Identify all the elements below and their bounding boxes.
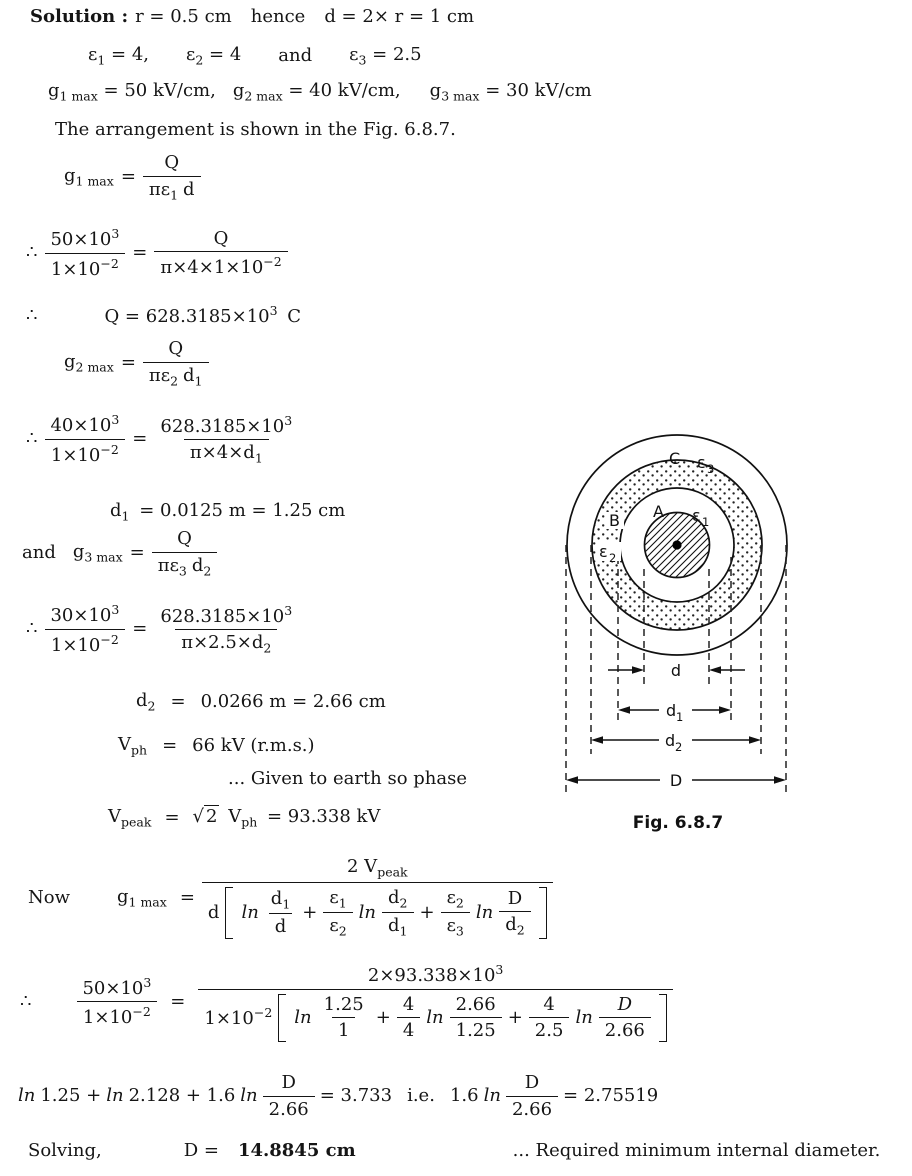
fraction-q-over-pe2d1: $\frac{Q}{\pi\varepsilon_2 d_1}$ [143, 338, 209, 388]
equals-sign: = [164, 807, 180, 828]
ln-symbol: ln [358, 901, 377, 923]
equals-sign: = [170, 691, 186, 712]
equals-sign: = [170, 991, 186, 1013]
result-note: ... Required minimum internal diameter. [512, 1140, 881, 1161]
solution-label: Solution : [30, 6, 129, 27]
equals-sign: = [120, 352, 136, 374]
frac-125-over-1: $\frac{1.25}{1}$ [323, 993, 364, 1042]
final-diameter-value: 14.8845 cm [237, 1140, 356, 1161]
eq-g1max-definition [64, 152, 201, 202]
lhs-fraction: $\frac{40\times 10^3}{1\times 10^{-2}}$ [44, 412, 125, 466]
vpeak-line [108, 806, 380, 830]
dimension-d1 [618, 701, 731, 724]
therefore-sign: ∴ [26, 618, 38, 640]
rhs-fraction: $\frac{628.3185\times 10^3}{\pi\times 4\times d_1}$ [160, 412, 293, 466]
label-eps3: ε [697, 453, 706, 472]
ln-symbol: ln [240, 1085, 258, 1107]
frac-4-over-25: $\frac{4}{2.5}$ [529, 994, 570, 1042]
label-d2-sub: 2 [675, 740, 683, 754]
solving-word: Solving, [28, 1140, 102, 1161]
figure-caption: Fig. 6.8.7 [632, 813, 724, 833]
permittivity-line [88, 44, 422, 68]
equals-sign: = [129, 542, 145, 564]
frac-d1-over-d: $\frac{d_1}{d}$ [265, 888, 296, 938]
cable-cross-section-figure [556, 424, 906, 860]
D-equals: D = [183, 1140, 219, 1161]
lhs-fraction: $\frac{50\times 10^3}{1\times 10^{-2}}$ [76, 975, 157, 1029]
label-d1: d [666, 701, 677, 720]
ln-symbol: ln [475, 901, 494, 923]
fraction-q-over-pe3d2: $\frac{Q}{\pi\varepsilon_3 d_2}$ [152, 528, 218, 578]
result: = 3.733 [319, 1085, 393, 1107]
label-d2: d [665, 731, 676, 750]
frac-e1-over-e2: $\frac{\varepsilon_1}{\varepsilon_2}$ [323, 887, 352, 939]
charge-value: $Q = 628.3185\times 10^3$ C [104, 303, 302, 327]
label-eps2: ε [599, 542, 608, 561]
scale-factor: $1\times 10^{-2}$ [204, 1005, 273, 1030]
d1-value: $d_1 = 0.0125$ m = 1.25 cm [110, 500, 346, 524]
ln-symbol: ln [241, 901, 259, 923]
d2-value: 0.0266 m = 2.66 cm [200, 691, 386, 712]
ln-symbol: ln [18, 1085, 36, 1107]
g3max-symbol: $g_{3 max}$ [72, 541, 123, 565]
eq-g3max-definition [22, 528, 217, 578]
arrowhead-left-icon [709, 666, 721, 674]
frac-D-over-d2: $\frac{D}{d_2}$ [499, 888, 530, 938]
label-C: C [669, 449, 681, 468]
equals-sign: = [120, 166, 136, 188]
dimension-d2 [591, 731, 761, 754]
label-eps2-sub: 2 [609, 551, 617, 565]
rhs-fraction: $\frac{Q}{\pi\times 4\times 1\times 10^{-2}}$ [154, 228, 287, 279]
eq-g2max-substitution [26, 412, 298, 466]
lhs-fraction: $\frac{30\times 10^3}{1\times 10^{-2}}$ [44, 602, 125, 656]
vph-value: 66 kV (r.m.s.) [192, 735, 315, 756]
ln-symbol: ln [294, 1006, 312, 1028]
label-d: d [670, 661, 682, 680]
d2-result-line [136, 690, 386, 714]
plus-sign: + [419, 901, 435, 923]
plus-sign: + [507, 1006, 523, 1028]
arrowhead-right-icon [719, 706, 731, 714]
gradient-values-line [48, 80, 592, 104]
left-bracket [278, 994, 286, 1042]
sqrt2-vph-term: √ 2 $V_{ph} = 93.338$ kV [192, 806, 381, 830]
solution-header-line [30, 6, 474, 28]
therefore-sign: ∴ [26, 242, 38, 264]
grading-fraction: 2 $V_{peak}$ d ln $\frac{d_1}{d}$ + $\frac{\varepsilon_1}{\varepsilon_2}$ ln $\frac{d_2}{d_1}$ + $\frac{\varepsilon_2}{\varepsilon_3}$ ln $\frac{D}{d_2}$ [202, 856, 553, 939]
now-word: Now [28, 886, 70, 908]
d-factor: d [207, 901, 220, 923]
final-result-line [28, 1140, 880, 1162]
equals-sign: = [132, 242, 148, 264]
ln-simplification-line [18, 1072, 658, 1120]
frac-4-over-4: $\frac{4}{4}$ [397, 994, 420, 1042]
frac-e2-over-e3: $\frac{\varepsilon_2}{\varepsilon_3}$ [441, 887, 470, 939]
equals-sign: = [132, 428, 148, 450]
eq-g1max-substitution [26, 226, 288, 280]
right-bracket [659, 994, 667, 1042]
eq-g1max-grading [28, 856, 553, 939]
and-word: and [278, 45, 313, 66]
d2-symbol: $d_2$ [136, 690, 156, 714]
phase-note-line: ... Given to earth so phase [228, 768, 468, 789]
therefore-sign: ∴ [20, 991, 32, 1013]
eq-g2max-definition [64, 338, 209, 388]
rhs-fraction: $\frac{628.3185\times 10^3}{\pi\times 2.5\times d_2}$ [160, 602, 293, 656]
hence-word: hence [250, 6, 306, 27]
vpeak-symbol: $V_{peak}$ [108, 806, 152, 830]
frac-d2-over-d1: $\frac{d_2}{d_1}$ [382, 887, 413, 939]
label-A: A [653, 502, 664, 521]
therefore-sign: ∴ [26, 304, 38, 326]
arrowhead-right-icon [749, 736, 761, 744]
g3max-value: $g_{3 max} = 30$ kV/cm [429, 80, 592, 104]
dimension-D [566, 771, 786, 790]
label-D: D [669, 771, 683, 790]
g2max-value: $g_{2 max} = 40$ kV/cm, [232, 80, 401, 104]
fraction-q-over-pe1d: $\frac{Q}{\pi\varepsilon_1 d}$ [143, 152, 201, 202]
d1-result-line [110, 500, 345, 524]
label-eps1-sub: 1 [702, 515, 710, 529]
equals-sign: = [179, 886, 195, 908]
vph-symbol: $V_{ph}$ [118, 734, 148, 758]
ln-symbol: ln [106, 1085, 124, 1107]
therefore-sign: ∴ [26, 428, 38, 450]
eq-g3max-substitution [26, 602, 298, 656]
plus-sign: + [375, 1006, 391, 1028]
arrowhead-right-icon [774, 776, 786, 784]
label-B: B [609, 511, 620, 530]
coefficient: 1.6 [449, 1085, 479, 1107]
eps1-term: $\varepsilon_1 = 4$, [88, 44, 149, 68]
eps2-term: $\varepsilon_2 = 4$ [186, 44, 242, 68]
arrangement-note: The arrangement is shown in the Fig. 6.8.7. [55, 119, 456, 140]
radical-sign: √ [192, 806, 205, 827]
ln-symbol: ln [483, 1085, 501, 1107]
g1max-value: $g_{1 max} = 50$ kV/cm, [48, 80, 216, 104]
ie-word: i.e. [407, 1085, 435, 1107]
frac-D-over-266: $\frac{D}{2.66}$ [263, 1072, 315, 1120]
conductor-center-dot [672, 540, 681, 549]
value: 2.128 + 1.6 [128, 1085, 236, 1107]
charge-result-line [26, 303, 301, 328]
g1max-symbol: $g_{1 max}$ [117, 885, 167, 910]
radius-value: r = 0.5 cm [135, 6, 232, 27]
dimension-d [608, 661, 745, 680]
ln-symbol: ln [575, 1006, 593, 1028]
equals-sign: = [132, 618, 148, 640]
label-d1-sub: 1 [676, 710, 684, 724]
eps3-term: $\varepsilon_3 = 2.5$ [349, 44, 422, 68]
equals-sign: = [162, 735, 178, 756]
label-eps1: ε [692, 506, 701, 525]
ln-symbol: ln [426, 1006, 444, 1028]
arrowhead-right-icon [632, 666, 644, 674]
result: = 2.75519 [563, 1085, 659, 1107]
right-bracket [539, 887, 547, 939]
g1max-symbol: $g_{1 max}$ [64, 165, 114, 189]
diameter-value: d = 2× r = 1 cm [324, 6, 475, 27]
lhs-fraction: $\frac{50\times 10^3}{1\times 10^{-2}}$ [44, 226, 125, 280]
label-eps3-sub: 3 [707, 462, 715, 476]
figure-svg [556, 424, 906, 854]
frac-266-over-125: $\frac{2.66}{1.25}$ [450, 994, 502, 1042]
plus-sign: + [302, 901, 318, 923]
frac-D-over-266: $\frac{D}{2.66}$ [599, 994, 651, 1042]
rhs-grading-fraction: $2\times 93.338\times 10^3$ $1\times 10^{-2}$ ln $\frac{1.25}{1}$ + $\frac{4}{4}$ ln $\frac{2.66}{1.25}$ + $\frac{4}{2.5}$ ln $\frac{D}{2.66}$ [198, 962, 672, 1042]
left-bracket [225, 887, 233, 939]
vph-line [118, 734, 315, 758]
frac-D-over-266: $\frac{D}{2.66}$ [506, 1072, 558, 1120]
g2max-symbol: $g_{2 max}$ [64, 351, 114, 375]
eq-grading-substitution [20, 962, 673, 1042]
value: 1.25 + [40, 1085, 102, 1107]
and-word: and [22, 542, 56, 564]
